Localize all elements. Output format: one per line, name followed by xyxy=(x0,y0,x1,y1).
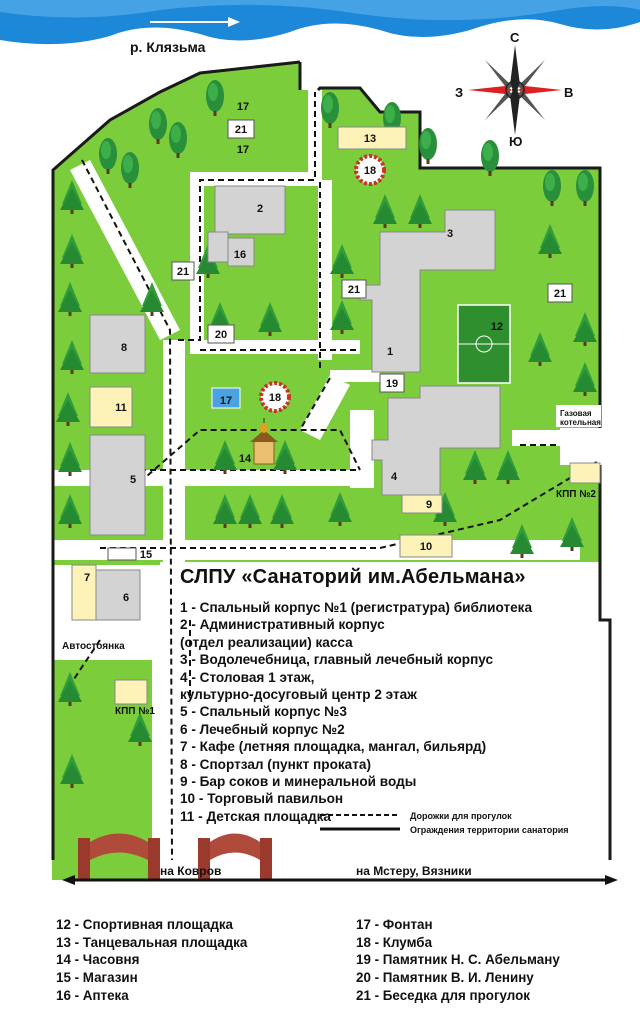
compass-east: В xyxy=(564,85,574,100)
page-title: СЛПУ «Санаторий им.Абельмана» xyxy=(180,566,526,588)
legend-item: 1 - Спальный корпус №1 (регистратура) библиотека xyxy=(180,600,533,615)
num-5: 5 xyxy=(129,474,137,486)
num-18a: 18 xyxy=(363,165,377,177)
legend-item: (отдел реализации) касса xyxy=(180,634,353,650)
num-6: 6 xyxy=(122,592,130,604)
num-12: 12 xyxy=(490,321,504,333)
label-parking: Автостоянка xyxy=(62,641,125,652)
kpp1-building xyxy=(115,680,147,704)
label-kpp2: КПП №2 xyxy=(556,489,596,500)
legend-item: 10 - Торговый павильон xyxy=(180,791,344,807)
legend-item: 5 - Спальный корпус №3 xyxy=(180,704,347,720)
legend-item: 12 - Спортивная площадка xyxy=(56,917,233,932)
num-1: 1 xyxy=(386,346,394,358)
legend-item: 9 - Бар соков и минеральной воды xyxy=(180,774,417,790)
legend-item: 20 - Памятник В. И. Ленину xyxy=(356,970,534,986)
num-18b: 18 xyxy=(268,392,282,404)
legend-item: 7 - Кафе (летняя площадка, мангал, бильярд) xyxy=(180,739,487,755)
num-20: 20 xyxy=(214,329,228,341)
building-2 xyxy=(215,186,285,234)
legend-main xyxy=(180,566,605,825)
num-17c: 17 xyxy=(219,395,233,407)
building-8 xyxy=(90,315,145,373)
legend-item: 17 - Фонтан xyxy=(356,917,433,932)
building-6 xyxy=(95,570,140,620)
num-8: 8 xyxy=(120,342,128,354)
legend-item: 21 - Беседка для прогулок xyxy=(356,987,530,1003)
legend-item: 6 - Лечебный корпус №2 xyxy=(180,721,345,737)
num-19: 19 xyxy=(385,378,399,390)
compass-rose-icon xyxy=(468,45,562,135)
num-4: 4 xyxy=(390,471,398,483)
num-14: 14 xyxy=(238,453,252,465)
legend-item: 19 - Памятник Н. С. Абельману xyxy=(356,952,560,968)
legend-item: культурно-досуговый центр 2 этаж xyxy=(180,687,417,703)
label-gas-boiler: Газовая котельная xyxy=(560,409,601,427)
kpp2-building xyxy=(570,463,600,483)
label-kpp1: КПП №1 xyxy=(115,706,155,717)
compass-north: С xyxy=(510,30,520,45)
num-7: 7 xyxy=(83,572,91,584)
num-21a: 21 xyxy=(234,124,248,136)
legend-item: 4 - Столовая 1 этаж, xyxy=(180,669,315,685)
building-9 xyxy=(402,495,442,513)
num-13: 13 xyxy=(363,133,377,145)
legend-item: 11 - Детская площадка xyxy=(180,808,331,824)
compass-south: Ю xyxy=(509,134,523,149)
legend-item: 3 - Водолечебница, главный лечебный корпус xyxy=(180,652,494,668)
num-10: 10 xyxy=(419,541,433,553)
building-15 xyxy=(108,548,136,560)
legend-item: 13 - Танцевальная площадка xyxy=(56,934,248,950)
legend-item: 16 - Аптека xyxy=(56,987,129,1003)
compass-west: З xyxy=(455,85,464,100)
legend-item: 18 - Клумба xyxy=(356,934,433,950)
label-to-mstera: на Мстеру, Вязники xyxy=(356,864,472,878)
num-21c: 21 xyxy=(347,284,361,296)
num-3: 3 xyxy=(446,228,454,240)
num-21b: 21 xyxy=(176,266,190,278)
num-17a: 17 xyxy=(236,101,250,113)
legend-right xyxy=(356,916,560,1005)
num-21d: 21 xyxy=(553,288,567,300)
num-17b: 17 xyxy=(236,144,250,156)
legend-item: 2 - Административный корпус xyxy=(180,617,385,633)
river-label: р. Клязьма xyxy=(130,39,206,55)
num-2: 2 xyxy=(256,203,264,215)
building-5 xyxy=(90,435,145,535)
legend-left xyxy=(56,916,247,1005)
legend-fence: Ограждения территории санатория xyxy=(410,825,569,835)
label-to-kovrov: на Ковров xyxy=(160,864,222,878)
legend-item: 8 - Спортзал (пункт проката) xyxy=(180,756,371,772)
legend-paths: Дорожки для прогулок xyxy=(410,811,512,821)
num-16: 16 xyxy=(233,249,247,261)
legend-item: 15 - Магазин xyxy=(56,970,138,986)
num-15: 15 xyxy=(139,549,153,561)
num-11: 11 xyxy=(115,402,127,414)
legend-item: 14 - Часовня xyxy=(56,952,140,968)
num-9: 9 xyxy=(425,499,433,511)
